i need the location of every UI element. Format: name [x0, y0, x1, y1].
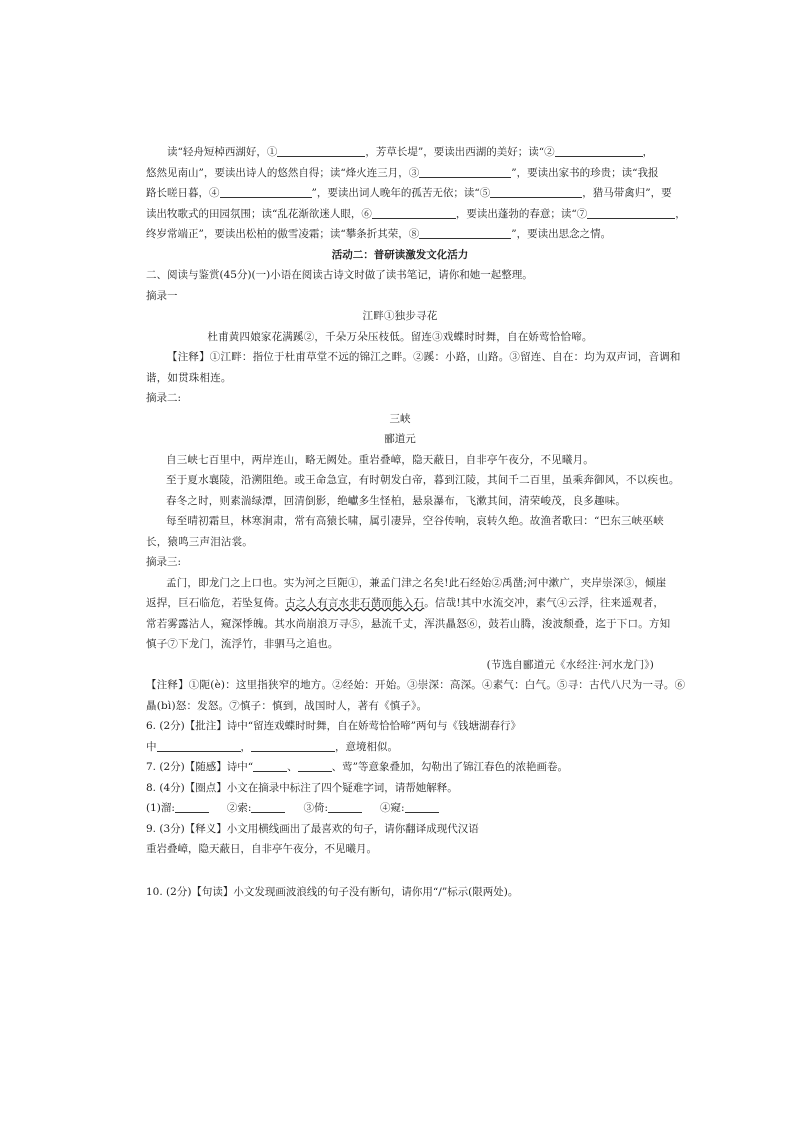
- q5-line-1: 读“轻舟短棹西湖好，① ，芳草长堤”，要读出西湖的美好；读“② ，: [167, 146, 654, 158]
- q5-line-3: 路长嗟日暮，④ ”，要读出词人晚年的孤苦无依；读“⑤ ，猎马带禽归”，要: [146, 187, 672, 199]
- excerpt3-note-1: 【注释】①阨(è)：这里指狭窄的地方。②经始：开始。③崇深：高深。④素气：白气。⑤寻：古代八尺为一寻。⑥: [146, 679, 686, 691]
- poem-note-2: 谐，如贯珠相连。: [146, 371, 232, 384]
- passage-para-3: 春冬之时，则素湍绿潭，回清倒影，绝巘多生怪柏，悬泉瀑布，飞漱其间，清荣峻茂，良多趣味。: [166, 494, 627, 507]
- passage-title: 三峡: [389, 412, 411, 425]
- blank-4[interactable]: [220, 185, 312, 198]
- q8-blank-2[interactable]: [251, 800, 285, 813]
- blank-3[interactable]: [419, 165, 511, 178]
- q6-blank-2[interactable]: [251, 739, 335, 752]
- blank-1[interactable]: [277, 144, 365, 157]
- q8-blank-3[interactable]: [328, 800, 362, 813]
- q8-blank-4[interactable]: [405, 800, 439, 813]
- excerpt3-line-1: 孟门，即龙门之上口也。实为河之巨阨①，兼孟门津之名矣!此石经始②禹凿;河中漱广，夹岸崇深③，倾崖: [166, 576, 667, 589]
- passage-para-4-cont: 长，猿鸣三声泪沾裳。: [146, 535, 253, 548]
- excerpt1-label: 摘录一: [146, 289, 178, 302]
- question-8-answers: (1)溜: ②索: ③倚: ④窥:: [146, 798, 654, 819]
- blank-7[interactable]: [587, 206, 675, 219]
- wavy-underlined-sentence: 古之人有言水非石凿而能入石: [285, 597, 425, 609]
- passage-para-1: 自三峡七百里中，两岸连山，略无阙处。重岩叠嶂，隐天蔽日，自非亭午夜分，不见曦月。: [166, 453, 594, 466]
- activity-heading: 活动二：普研读激发文化活力: [331, 248, 469, 261]
- poem-title: 江畔①独步寻花: [362, 310, 438, 322]
- question-8: 8. (4分)【圈点】小文在摘录中标注了四个疑难字词，请帮她解释。: [146, 781, 458, 794]
- q5-line-2: 悠然见南山”，要读出诗人的悠然自得；读“烽火连三月，③ ”，要读出家书的珍贵；读“我报: [146, 166, 659, 179]
- q8-blank-1[interactable]: [175, 800, 209, 813]
- question-10: 10. (2分)【句读】小文发现画波浪线的句子没有断句，请你用“/”标示(限两处)。: [146, 885, 519, 898]
- blank-2[interactable]: [555, 144, 643, 157]
- poem-text: 杜甫黄四娘家花满蹊②，千朵万朵压枝低。留连③戏蝶时时舞，自在娇莺恰恰啼。: [207, 330, 593, 343]
- question-6-blanks: 中 ， ，意境相似。: [146, 740, 398, 753]
- excerpt3-source: (节选自郦道元《水经注·河水龙门》): [486, 658, 654, 671]
- q7-blank-1[interactable]: [253, 759, 287, 772]
- excerpt3-note-2: 贔(bì)怒：发怒。⑦慎子：慎到，战国时人，著有《慎子》。: [146, 699, 428, 712]
- blank-6[interactable]: [372, 206, 456, 219]
- q5-block: [146, 142, 686, 245]
- excerpt3-line-3: 常若雾露沾人，窥深悸魄。其水尚崩浪万寻⑤，悬流千丈，浑洪贔怒⑥，鼓若山腾，浚波颓叠，迄于下口。方知: [146, 617, 671, 630]
- excerpt3-line-2: 返捍，巨石临危，若坠复倚。古之人有言水非石凿而能入石。信哉!其中水流交冲，素气④云浮，往来遥观者，: [146, 597, 665, 609]
- passage-author: 郦道元: [384, 433, 416, 445]
- q5-line-4: 读出牧歌式的田园氛围；读“乱花渐欲迷人眼，⑥ ，要读出蓬勃的春意；读“⑦ ，: [146, 207, 686, 220]
- excerpt3-line-4: 慎子⑦下龙门，流浮竹，非驷马之追也。: [146, 638, 339, 650]
- q6-blank-1[interactable]: [157, 739, 241, 752]
- blank-5[interactable]: [490, 185, 582, 198]
- question-7: 7. (2分)【随感】诗中“ 、 、莺”等意象叠加，勾勒出了锦江春色的浓艳画卷。: [146, 761, 568, 773]
- poem-note-1: 【注释】①江畔：指位于杜甫草堂不远的锦江之畔。②蹊：小路，山路。③留连、自在：均为双声词，音调和: [167, 351, 681, 363]
- question-9: 9. (3分)【释义】小文用横线画出了最喜欢的句子，请你翻译成现代汉语: [146, 822, 479, 835]
- spacer: [146, 860, 654, 882]
- q5-line-5: 终岁常端正”，要读出松柏的傲雪凌霜；读“攀条折其荣，⑧ ”，要读出思念之情。: [146, 228, 612, 240]
- section-intro: 二、阅读与鉴赏(45分)(一)小语在阅读古诗文时做了读书笔记，请你和她一起整理。: [146, 269, 533, 281]
- blank-8[interactable]: [419, 226, 511, 239]
- excerpt2-label: 摘录二:: [146, 392, 182, 404]
- passage-para-4: 每至晴初霜旦，林寒涧肃，常有高猿长啸，属引凄异，空谷传响，哀转久绝。故渔者歌曰：“巴东三峡巫峡: [166, 515, 664, 527]
- question-9-sentence: 重岩叠嶂，隐天蔽日，自非亭午夜分，不见曦月。: [146, 843, 377, 855]
- excerpt3-label: 摘录三:: [146, 556, 182, 568]
- q7-blank-2[interactable]: [298, 759, 332, 772]
- question-6: 6. (2分)【批注】诗中“留连戏蝶时时舞，自在娇莺恰恰啼”两句与《钱塘湖春行》: [146, 720, 521, 732]
- passage-para-2: 至于夏水襄陵，沿溯阻绝。或王命急宣，有时朝发白帝，暮到江陵，其间千二百里，虽乘奔御风，不以疾也。: [166, 474, 680, 486]
